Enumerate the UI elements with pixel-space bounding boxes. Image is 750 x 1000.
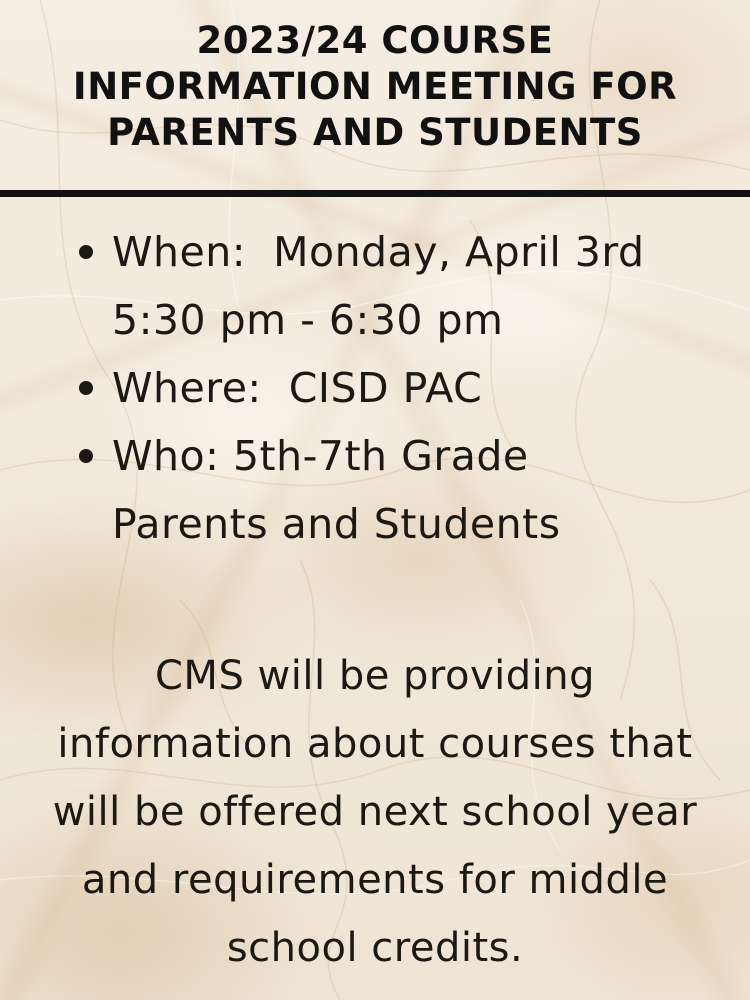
who-audience-text: Parents and Students xyxy=(112,500,561,548)
meeting-title xyxy=(0,18,750,156)
meeting-details-list xyxy=(0,218,750,558)
title-line-2: INFORMATION MEETING FOR xyxy=(72,65,678,108)
bullet-icon xyxy=(79,245,93,259)
title-divider xyxy=(0,190,750,197)
description-line-5: school credits. xyxy=(226,925,524,971)
where-text: Where: CISD PAC xyxy=(112,364,483,412)
title-line-3: PARENTS AND STUDENTS xyxy=(107,111,643,154)
who-text: Who: 5th-7th Grade xyxy=(112,432,529,480)
description-line-3: will be offered next school year xyxy=(52,789,698,835)
description-line-2: information about courses that xyxy=(57,721,693,767)
title-line-1: 2023/24 COURSE xyxy=(196,19,554,62)
detail-who xyxy=(0,422,750,558)
bullet-icon xyxy=(79,449,93,463)
when-text: When: Monday, April 3rd xyxy=(112,228,645,276)
description-line-1: CMS will be providing xyxy=(155,653,595,699)
when-time-text: 5:30 pm - 6:30 pm xyxy=(112,296,504,344)
bullet-icon xyxy=(79,381,93,395)
detail-when xyxy=(0,218,750,354)
description-line-4: and requirements for middle xyxy=(81,857,669,903)
meeting-description xyxy=(10,642,740,982)
detail-where xyxy=(0,354,750,422)
